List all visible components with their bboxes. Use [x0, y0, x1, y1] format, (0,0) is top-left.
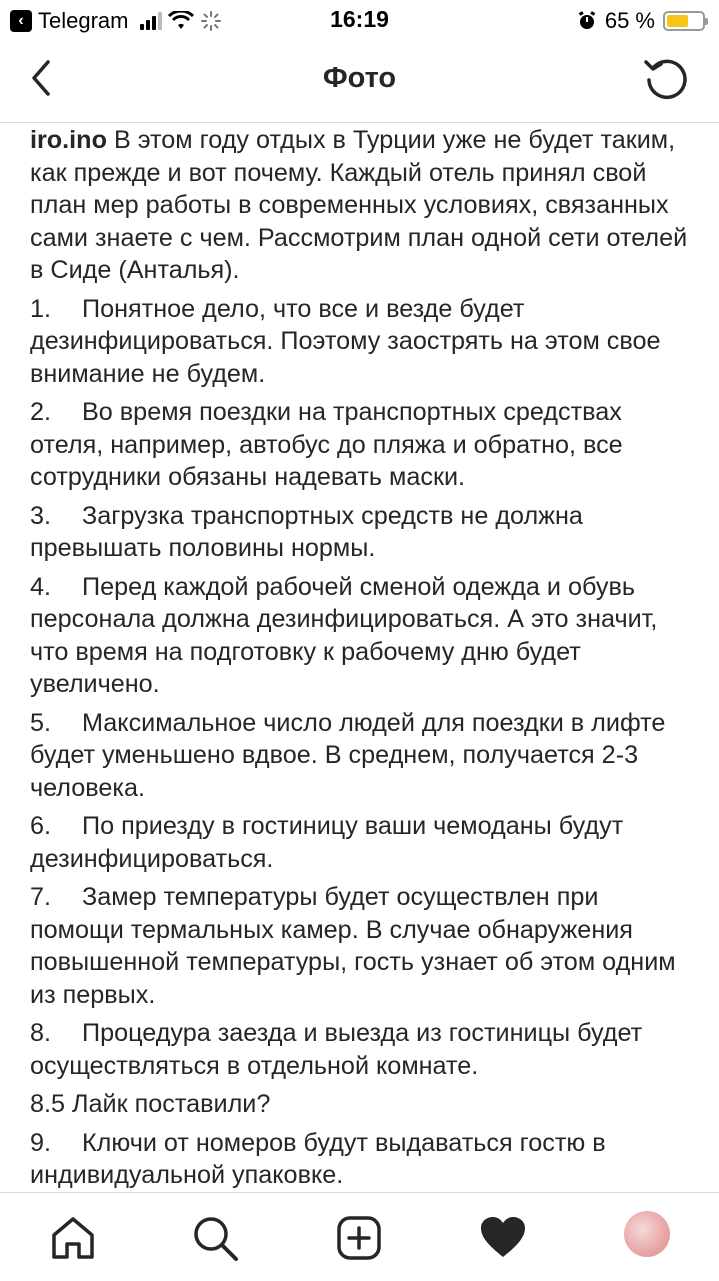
username-link[interactable]: iro.ino [30, 126, 107, 154]
status-bar [0, 0, 719, 40]
back-app-label: Telegram [38, 8, 129, 33]
caption-item-text: Процедура заезда и выезда из гостиницы будет осуществляться в отдельной комнате. [30, 1019, 643, 1080]
caption-item [30, 1088, 695, 1121]
back-arrow-icon: ‹ [10, 10, 32, 32]
caption-intro-text: В этом году отдых в Турции уже не будет таким, как прежде и вот почему. Каждый отель принял свой план мер работы в современных условиях, связанных сами знаете с чем. Рассмотрим план одной сети отелей в Сиде (Анталья). [30, 126, 688, 284]
tab-bar [0, 1192, 719, 1281]
clock: 16:19 [330, 6, 389, 32]
refresh-icon[interactable] [641, 54, 693, 106]
caption-item-text: Замер температуры будет осуществлен при помощи термальных камер. В случае обнаружения повышенной температуры, гость узнает об этом одним из первых. [30, 883, 676, 1009]
caption-item-text: Перед каждой рабочей сменой одежда и обувь персонала должна дезинфицироваться. А это значит, что время на подготовку к рабочему дню будет увеличено. [30, 572, 658, 698]
caption-item-text: Ключи от номеров будут выдаваться гостю в индивидуальной упаковке. [30, 1128, 606, 1189]
caption-item [30, 1017, 695, 1082]
search-icon[interactable] [190, 1213, 240, 1263]
caption-item-text: Во время поездки на транспортных средствах отеля, например, автобус до пляжа и обратно, все сотрудники обязаны надевать маски. [30, 398, 623, 491]
caption-item-text: Максимальное число людей для поездки в лифте будет уменьшено вдвое. В среднем, получается 2-3 человека. [30, 708, 666, 802]
caption-item-number: 3. [30, 501, 52, 530]
home-icon[interactable] [48, 1213, 98, 1263]
activity-heart-icon[interactable] [478, 1213, 528, 1263]
caption-item [30, 1127, 695, 1192]
caption-item-number: 9. [30, 1128, 52, 1157]
caption-intro [30, 124, 695, 287]
caption-item-number: 8. [30, 1019, 52, 1047]
battery-fill [667, 15, 688, 27]
post-caption [30, 124, 695, 1192]
new-post-icon[interactable] [334, 1213, 384, 1263]
battery-icon [663, 11, 705, 31]
battery-percent: 65 % [604, 8, 655, 33]
caption-item [30, 293, 695, 391]
caption-item-number: 7. [30, 883, 52, 911]
caption-item [30, 707, 695, 805]
header [0, 40, 719, 123]
caption-list [30, 293, 695, 1192]
caption-item-number: 2. [30, 398, 52, 426]
caption-item [30, 810, 695, 875]
profile-avatar[interactable] [624, 1211, 670, 1257]
caption-item [30, 881, 695, 1011]
caption-item-number: 6. [30, 812, 52, 840]
caption-item-number: 5. [30, 708, 52, 737]
caption-item-text: Понятное дело, что все и везде будет дезинфицироваться. Поэтому заострять на этом свое внимание не будем. [30, 294, 661, 388]
caption-item-text: По приезду в гостиницу ваши чемоданы будут дезинфицироваться. [30, 812, 624, 873]
status-right [577, 8, 705, 34]
caption-item-number: 4. [30, 572, 52, 601]
caption-item [30, 500, 695, 565]
page-title: Фото [322, 62, 397, 94]
caption-item [30, 396, 695, 494]
caption-item-text: 8.5 Лайк поставили? [30, 1090, 271, 1118]
caption-item-text: Загрузка транспортных средств не должна превышать половины нормы. [30, 501, 583, 562]
alarm-icon [577, 11, 597, 31]
caption-item [30, 571, 695, 701]
caption-item-number: 1. [30, 294, 52, 323]
